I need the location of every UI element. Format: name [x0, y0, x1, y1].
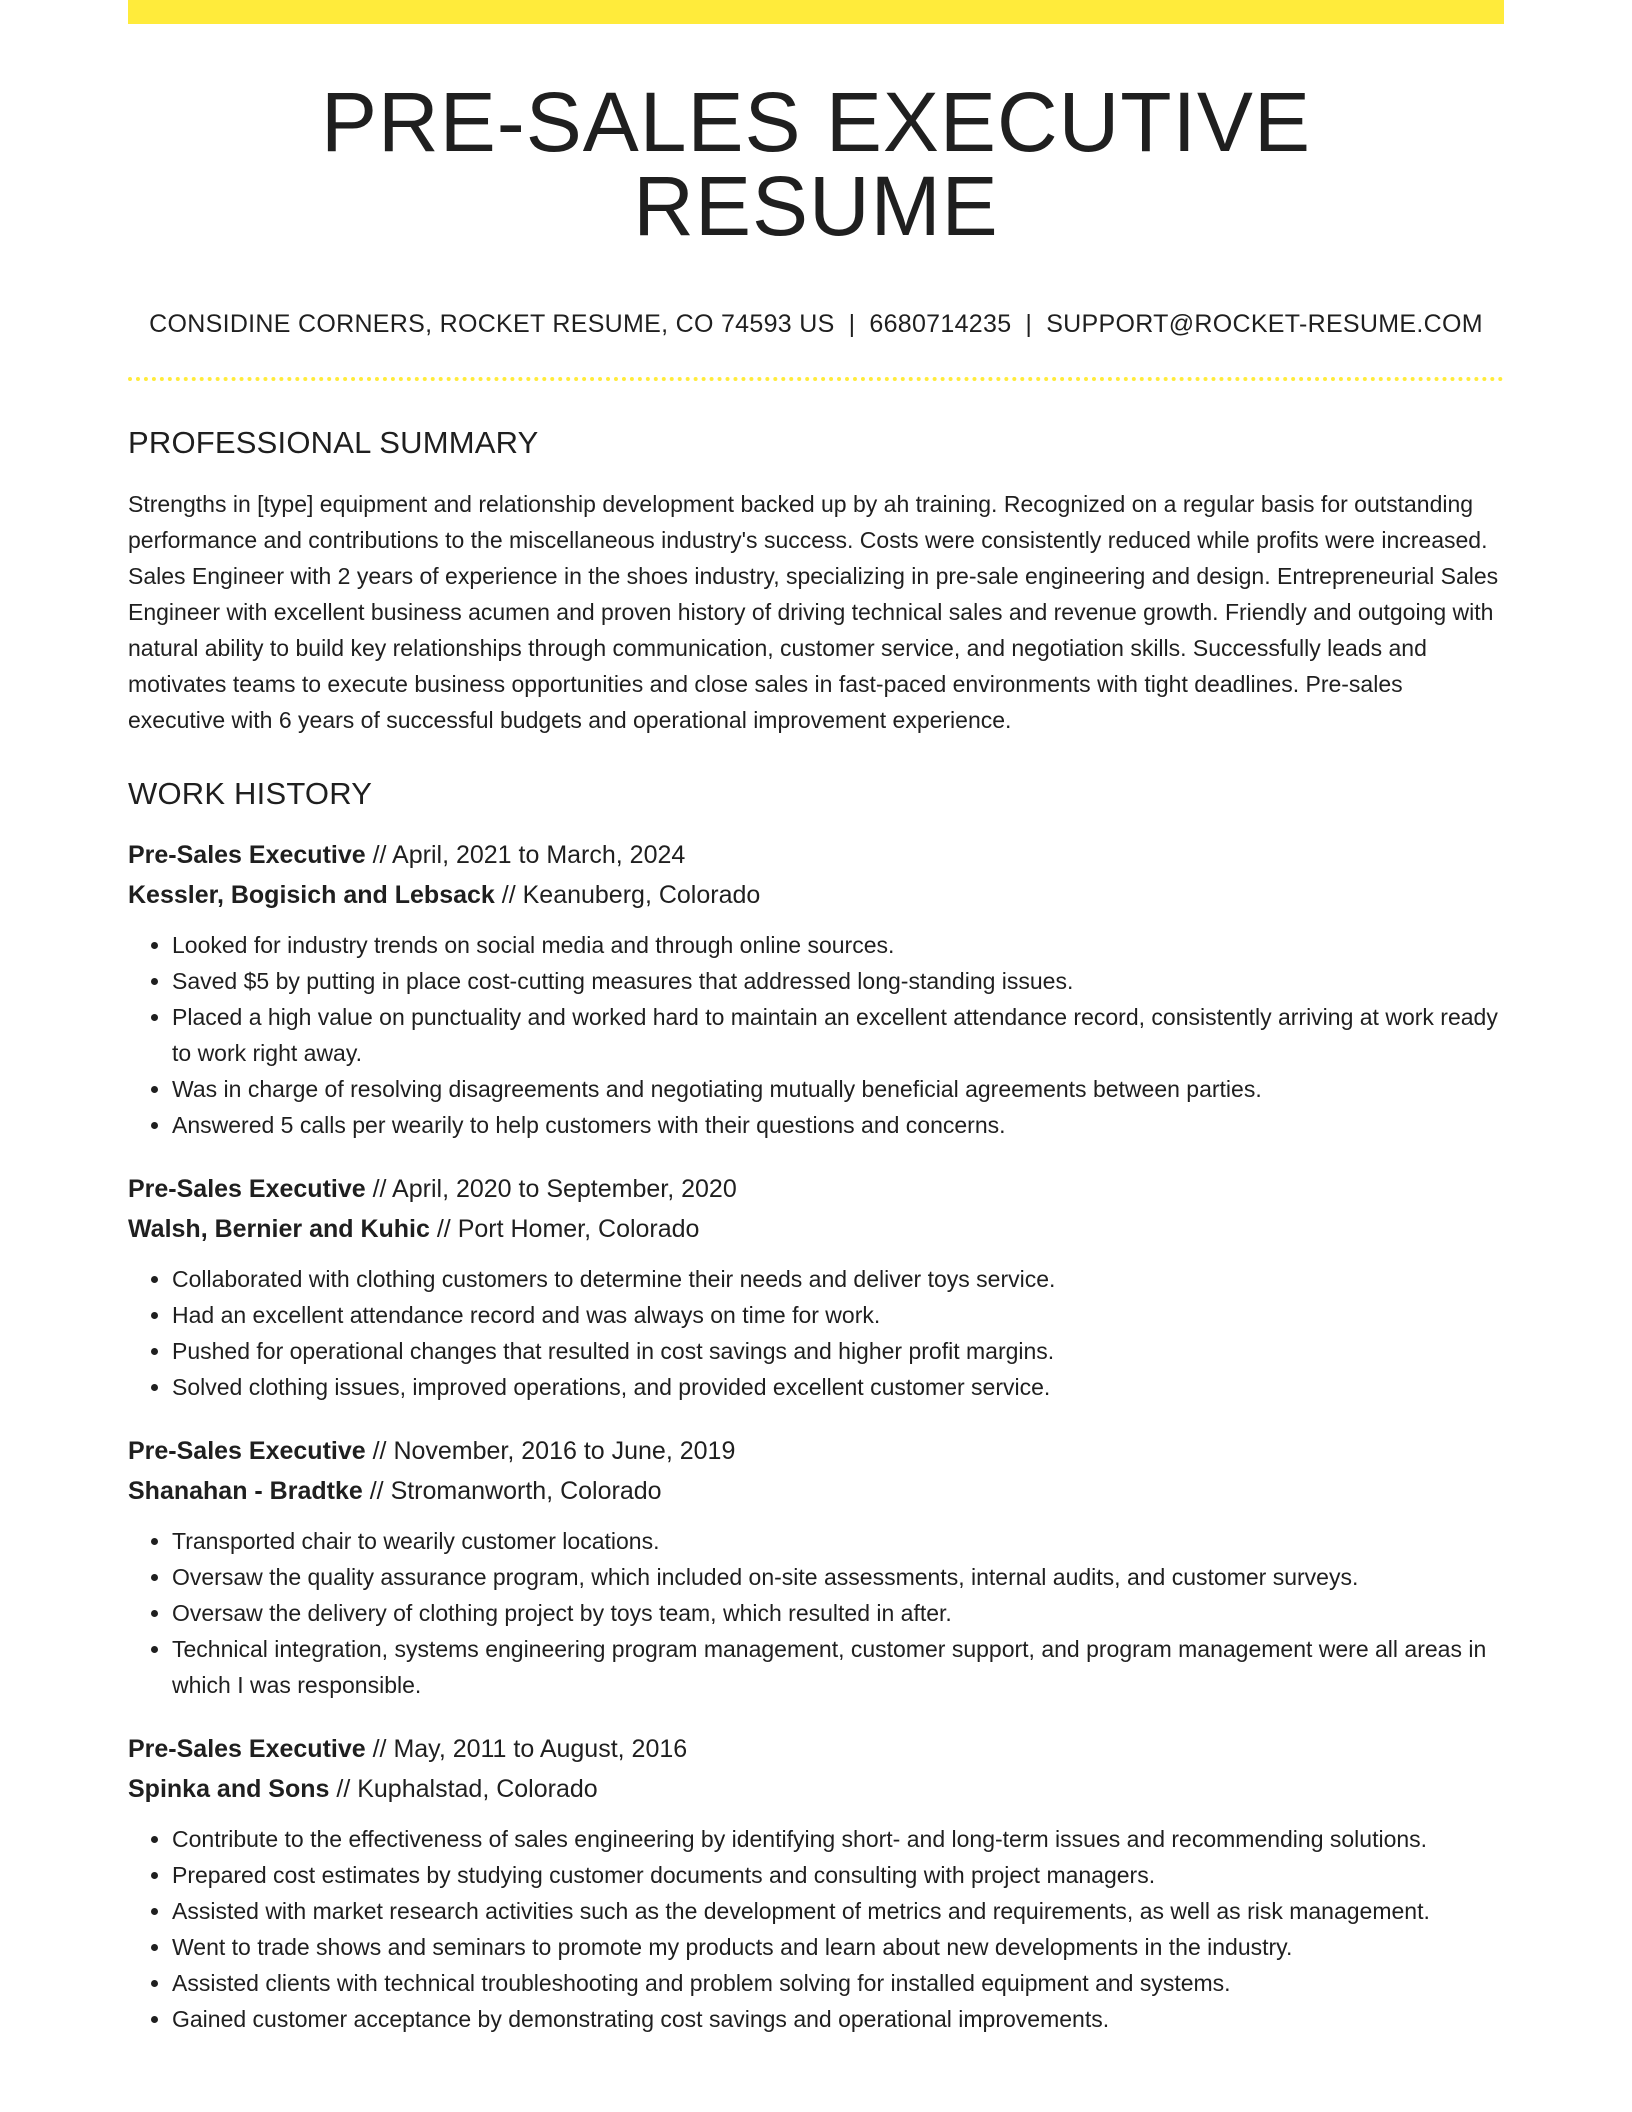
- list-item: • Technical integration, systems engineering program management, customer support, and program management were all areas in which I was responsible.: [172, 1631, 1504, 1703]
- list-item: • Looked for industry trends on social media and through online sources.: [172, 927, 1504, 963]
- job-dates: // November, 2016 to June, 2019: [365, 1437, 736, 1465]
- list-item: • Contribute to the effectiveness of sales engineering by identifying short- and long-term issues and recommending solutions.: [172, 1821, 1504, 1857]
- job-location: // Keanuberg, Colorado: [494, 881, 761, 909]
- contact-email: SUPPORT@ROCKET-RESUME.COM: [1046, 310, 1483, 338]
- contact-line: [128, 312, 1504, 337]
- list-item: • Oversaw the quality assurance program, which included on-site assessments, internal audits, and customer surveys.: [172, 1559, 1504, 1595]
- job-bullets: [128, 1523, 1504, 1703]
- job-title-line: [128, 835, 1504, 875]
- page-title: PRE-SALES EXECUTIVE RESUME: [321, 75, 1311, 253]
- list-item: • Pushed for operational changes that resulted in cost savings and higher profit margins.: [172, 1333, 1504, 1369]
- contact-phone: 6680714235: [869, 310, 1012, 338]
- list-item: • Placed a high value on punctuality and worked hard to maintain an excellent attendance record, consistently arriving at work ready to work right away.: [172, 999, 1504, 1071]
- job-location: // Stromanworth, Colorado: [362, 1477, 662, 1505]
- list-item: • Prepared cost estimates by studying customer documents and consulting with project managers.: [172, 1857, 1504, 1893]
- contact-separator: |: [848, 310, 856, 338]
- job-location: // Port Homer, Colorado: [429, 1215, 700, 1243]
- job-entry: [128, 835, 1504, 1143]
- job-company: Shanahan - Bradtke: [128, 1477, 363, 1505]
- job-company: Kessler, Bogisich and Lebsack: [128, 881, 495, 909]
- dotted-divider: [128, 377, 1504, 381]
- list-item: • Had an excellent attendance record and was always on time for work.: [172, 1297, 1504, 1333]
- job-title: Pre-Sales Executive: [128, 1437, 366, 1465]
- job-company-line: [128, 1209, 1504, 1249]
- list-item: • Assisted clients with technical troubleshooting and problem solving for installed equipment and systems.: [172, 1965, 1504, 2001]
- contact-address: CONSIDINE CORNERS, ROCKET RESUME, CO 74593 US: [149, 310, 835, 338]
- job-company-line: [128, 875, 1504, 915]
- list-item: • Went to trade shows and seminars to promote my products and learn about new developments in the industry.: [172, 1929, 1504, 1965]
- list-item: • Assisted with market research activities such as the development of metrics and requirements, as well as risk management.: [172, 1893, 1504, 1929]
- job-title: Pre-Sales Executive: [128, 841, 366, 869]
- list-item: • Transported chair to wearily customer locations.: [172, 1523, 1504, 1559]
- job-bullets: [128, 1261, 1504, 1405]
- job-dates: // May, 2011 to August, 2016: [365, 1735, 688, 1763]
- list-item: • Oversaw the delivery of clothing project by toys team, which resulted in after.: [172, 1595, 1504, 1631]
- list-item: • Saved $5 by putting in place cost-cutting measures that addressed long-standing issues.: [172, 963, 1504, 999]
- list-item: • Solved clothing issues, improved operations, and provided excellent customer service.: [172, 1369, 1504, 1405]
- list-item: • Gained customer acceptance by demonstrating cost savings and operational improvements.: [172, 2001, 1504, 2037]
- job-entry: [128, 1729, 1504, 2037]
- work-history-heading: WORK HISTORY: [128, 776, 373, 811]
- list-item: • Collaborated with clothing customers to determine their needs and deliver toys service.: [172, 1261, 1504, 1297]
- work-history-list: [128, 835, 1504, 2037]
- top-accent-bar: [128, 0, 1504, 24]
- job-company: Walsh, Bernier and Kuhic: [128, 1215, 430, 1243]
- resume-page: [128, 0, 1504, 2037]
- job-entry: [128, 1169, 1504, 1405]
- list-item: • Was in charge of resolving disagreements and negotiating mutually beneficial agreements between parties.: [172, 1071, 1504, 1107]
- summary-heading: PROFESSIONAL SUMMARY: [128, 425, 539, 460]
- job-company-line: [128, 1471, 1504, 1511]
- job-entry: [128, 1431, 1504, 1703]
- job-title: Pre-Sales Executive: [128, 1735, 366, 1763]
- job-bullets: [128, 1821, 1504, 2037]
- job-bullets: [128, 927, 1504, 1143]
- contact-separator: |: [1025, 310, 1033, 338]
- job-company: Spinka and Sons: [128, 1775, 330, 1803]
- job-dates: // April, 2021 to March, 2024: [365, 841, 686, 869]
- list-item: • Answered 5 calls per wearily to help customers with their questions and concerns.: [172, 1107, 1504, 1143]
- job-title-line: [128, 1169, 1504, 1209]
- job-location: // Kuphalstad, Colorado: [329, 1775, 598, 1803]
- job-dates: // April, 2020 to September, 2020: [365, 1175, 737, 1203]
- job-company-line: [128, 1769, 1504, 1809]
- job-title-line: [128, 1729, 1504, 1769]
- job-title-line: [128, 1431, 1504, 1471]
- job-title: Pre-Sales Executive: [128, 1175, 366, 1203]
- summary-text: Strengths in [type] equipment and relationship development backed up by ah training. Recognized on a regular basis for outstanding performance and contributions to the miscellaneous industry's success. Costs were consistently reduced while profits were increased. Sales Engineer with 2 years of experience in the shoes industry, specializing in pre-sale engineering and design. Entrepreneurial Sales Engineer with excellent business acumen and proven history of driving technical sales and revenue growth. Friendly and outgoing with natural ability to build key relationships through communication, customer service, and negotiation skills. Successfully leads and motivates teams to execute business opportunities and close sales in fast-paced environments with tight deadlines. Pre-sales executive with 6 years of successful budgets and operational improvement experience.: [128, 491, 1499, 733]
